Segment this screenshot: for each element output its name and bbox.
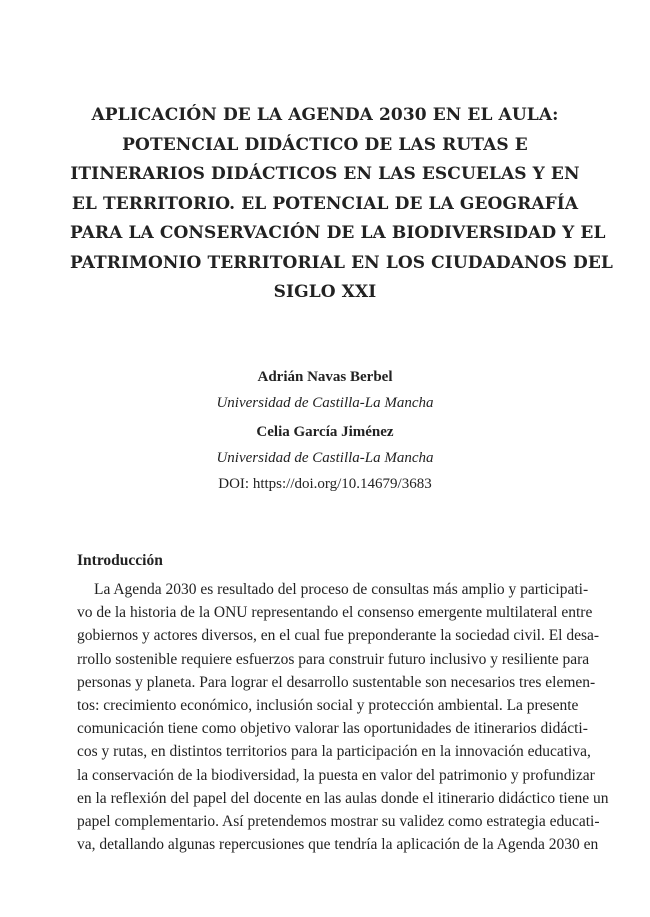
author-name: Adrián Navas Berbel: [257, 369, 393, 385]
title-line: APLICACIÓN DE LA AGENDA 2030 EN EL AULA:: [91, 105, 559, 126]
author-affiliation: Universidad de Castilla-La Mancha: [216, 395, 434, 411]
doi-link[interactable]: DOI: https://doi.org/10.14679/3683: [218, 476, 432, 492]
title-line: EL TERRITORIO. EL POTENCIAL DE LA GEOGRAFÍA: [71, 193, 579, 214]
author-block: [0, 364, 650, 497]
author-affiliation: Universidad de Castilla-La Mancha: [216, 450, 434, 466]
paragraph-line: cos y rutas, en distintos territorios para la participación en la innovación educativa,: [77, 743, 591, 761]
paper-title: [70, 101, 613, 308]
body-paragraph: [77, 578, 609, 856]
paragraph-line: en la reflexión del papel del docente en las aulas donde el itinerario didáctico tiene un: [77, 789, 609, 807]
title-line: PATRIMONIO TERRITORIAL EN LOS CIUDADANOS DEL: [70, 252, 613, 273]
title-line: SIGLO XXI: [273, 282, 377, 303]
paragraph-line: personas y planeta. Para lograr el desarrollo sustentable son necesarios tres elemen-: [77, 673, 596, 691]
paragraph-line: comunicación tiene como objetivo valorar las oportunidades de itinerarios didácti-: [77, 720, 588, 738]
paragraph-line: vo de la historia de la ONU representando el consenso emergente multilateral entre: [77, 604, 593, 622]
section-heading: Introducción: [77, 551, 163, 569]
paragraph-line: rrollo sostenible requiere esfuerzos para construir futuro inclusivo y resiliente para: [77, 650, 590, 668]
paragraph-line: va, detallando algunas repercusiones que tendría la aplicación de la Agenda 2030 en: [77, 836, 599, 854]
author-name: Celia García Jiménez: [256, 424, 394, 440]
paragraph-line: tos: crecimiento económico, inclusión social y protección ambiental. La presente: [77, 697, 579, 715]
paragraph-line: La Agenda 2030 es resultado del proceso de consultas más amplio y participati-: [94, 581, 589, 598]
title-line: PARA LA CONSERVACIÓN DE LA BIODIVERSIDAD Y EL: [70, 223, 606, 244]
title-line: POTENCIAL DIDÁCTICO DE LAS RUTAS E: [122, 134, 528, 155]
title-line: ITINERARIOS DIDÁCTICOS EN LAS ESCUELAS Y EN: [70, 164, 580, 185]
paragraph-line: gobiernos y actores diversos, en el cual fue preponderante la sociedad civil. El desa-: [77, 627, 600, 645]
paragraph-line: la conservación de la biodiversidad, la puesta en valor del patrimonio y profundizar: [77, 766, 595, 784]
paragraph-line: papel complementario. Así pretendemos mostrar su validez como estrategia educati-: [77, 813, 600, 831]
